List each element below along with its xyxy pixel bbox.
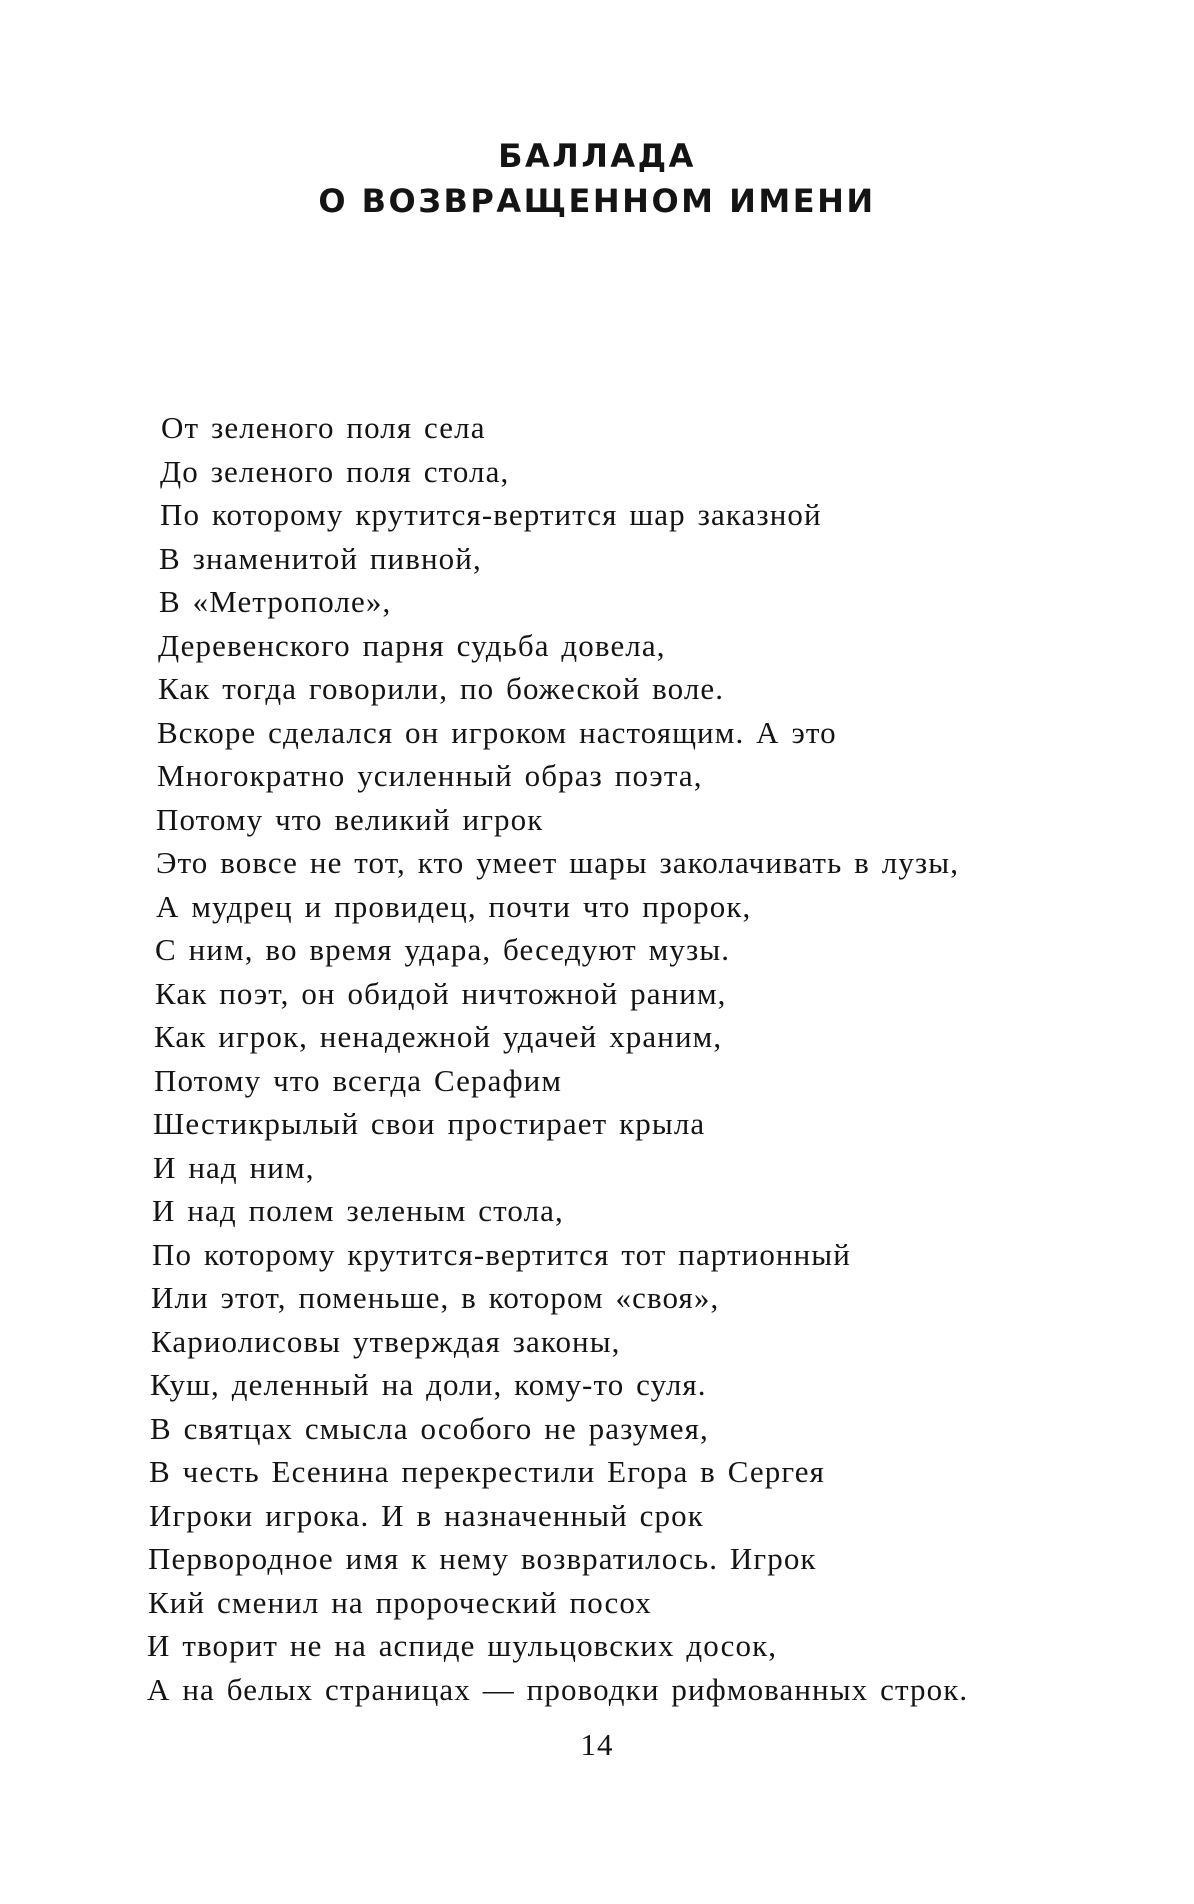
poem-line: В знаменитой пивной, [159,540,482,576]
poem-line: Это вовсе не тот, кто умеет шары заколачивать в лузы, [156,845,960,880]
poem-line: Первородное имя к нему возвратилось. Игрок [148,1541,817,1576]
poem-title-line-1: БАЛЛАДА [498,137,696,175]
poem-line: И над полем зеленым стола, [152,1193,564,1228]
poem-line: С ним, во время удара, беседуют музы. [155,932,731,967]
poem-line: Как тогда говорили, по божеской воле. [158,671,725,706]
poem-line: Или этот, поменьше, в котором «своя», [151,1280,720,1315]
poem-line: А мудрец и провидец, почти что пророк, [156,888,752,924]
poem-line: Игроки игрока. И в назначенный срок [149,1497,704,1533]
poem-line: Потому что всегда Серафим [154,1062,563,1098]
poem-line: Кариолисовы утверждая законы, [151,1323,621,1359]
poem-line: До зеленого поля стола, [160,453,510,489]
poem-line: Вскоре сделался он игроком настоящим. А это [157,714,837,750]
poem-line: Как игрок, ненадежной удачей храним, [154,1019,723,1054]
poem-line: Потому что великий игрок [156,801,544,837]
poem-line: По которому крутится-вертится шар заказной [160,497,822,532]
poem-title-line-2: О ВОЗВРАЩЕННОМ ИМЕНИ [318,182,876,220]
poem-line: Многократно усиленный образ поэта, [157,758,703,793]
poem-line: Кий сменил на пророческий посох [148,1584,652,1620]
poem-line: В честь Есенина перекрестили Егора в Сергея [149,1454,825,1489]
page-number: 14 [580,1727,614,1762]
poem-line: А на белых страницах — проводки рифмованных строк. [147,1671,969,1707]
poem-line: От зеленого поля села [161,410,486,445]
poem-body [0,410,1194,1710]
poem-title [0,134,1194,224]
poem-line: В «Метрополе», [159,584,392,619]
poem-line: Куш, деленный на доли, кому-то суля. [150,1367,707,1402]
poem-line: По которому крутится-вертится тот партионный [152,1236,851,1272]
poem-line: В святцах смысла особого не разумея, [150,1410,709,1446]
poem-line: И творит не на аспиде шульцовских досок, [147,1628,778,1663]
poem-line: Как поэт, он обидой ничтожной раним, [155,975,727,1011]
poem-line: И над ним, [153,1149,315,1185]
poem-line: Деревенского парня судьба довела, [158,627,666,663]
poem-line: Шестикрылый свои простирает крыла [153,1106,706,1141]
